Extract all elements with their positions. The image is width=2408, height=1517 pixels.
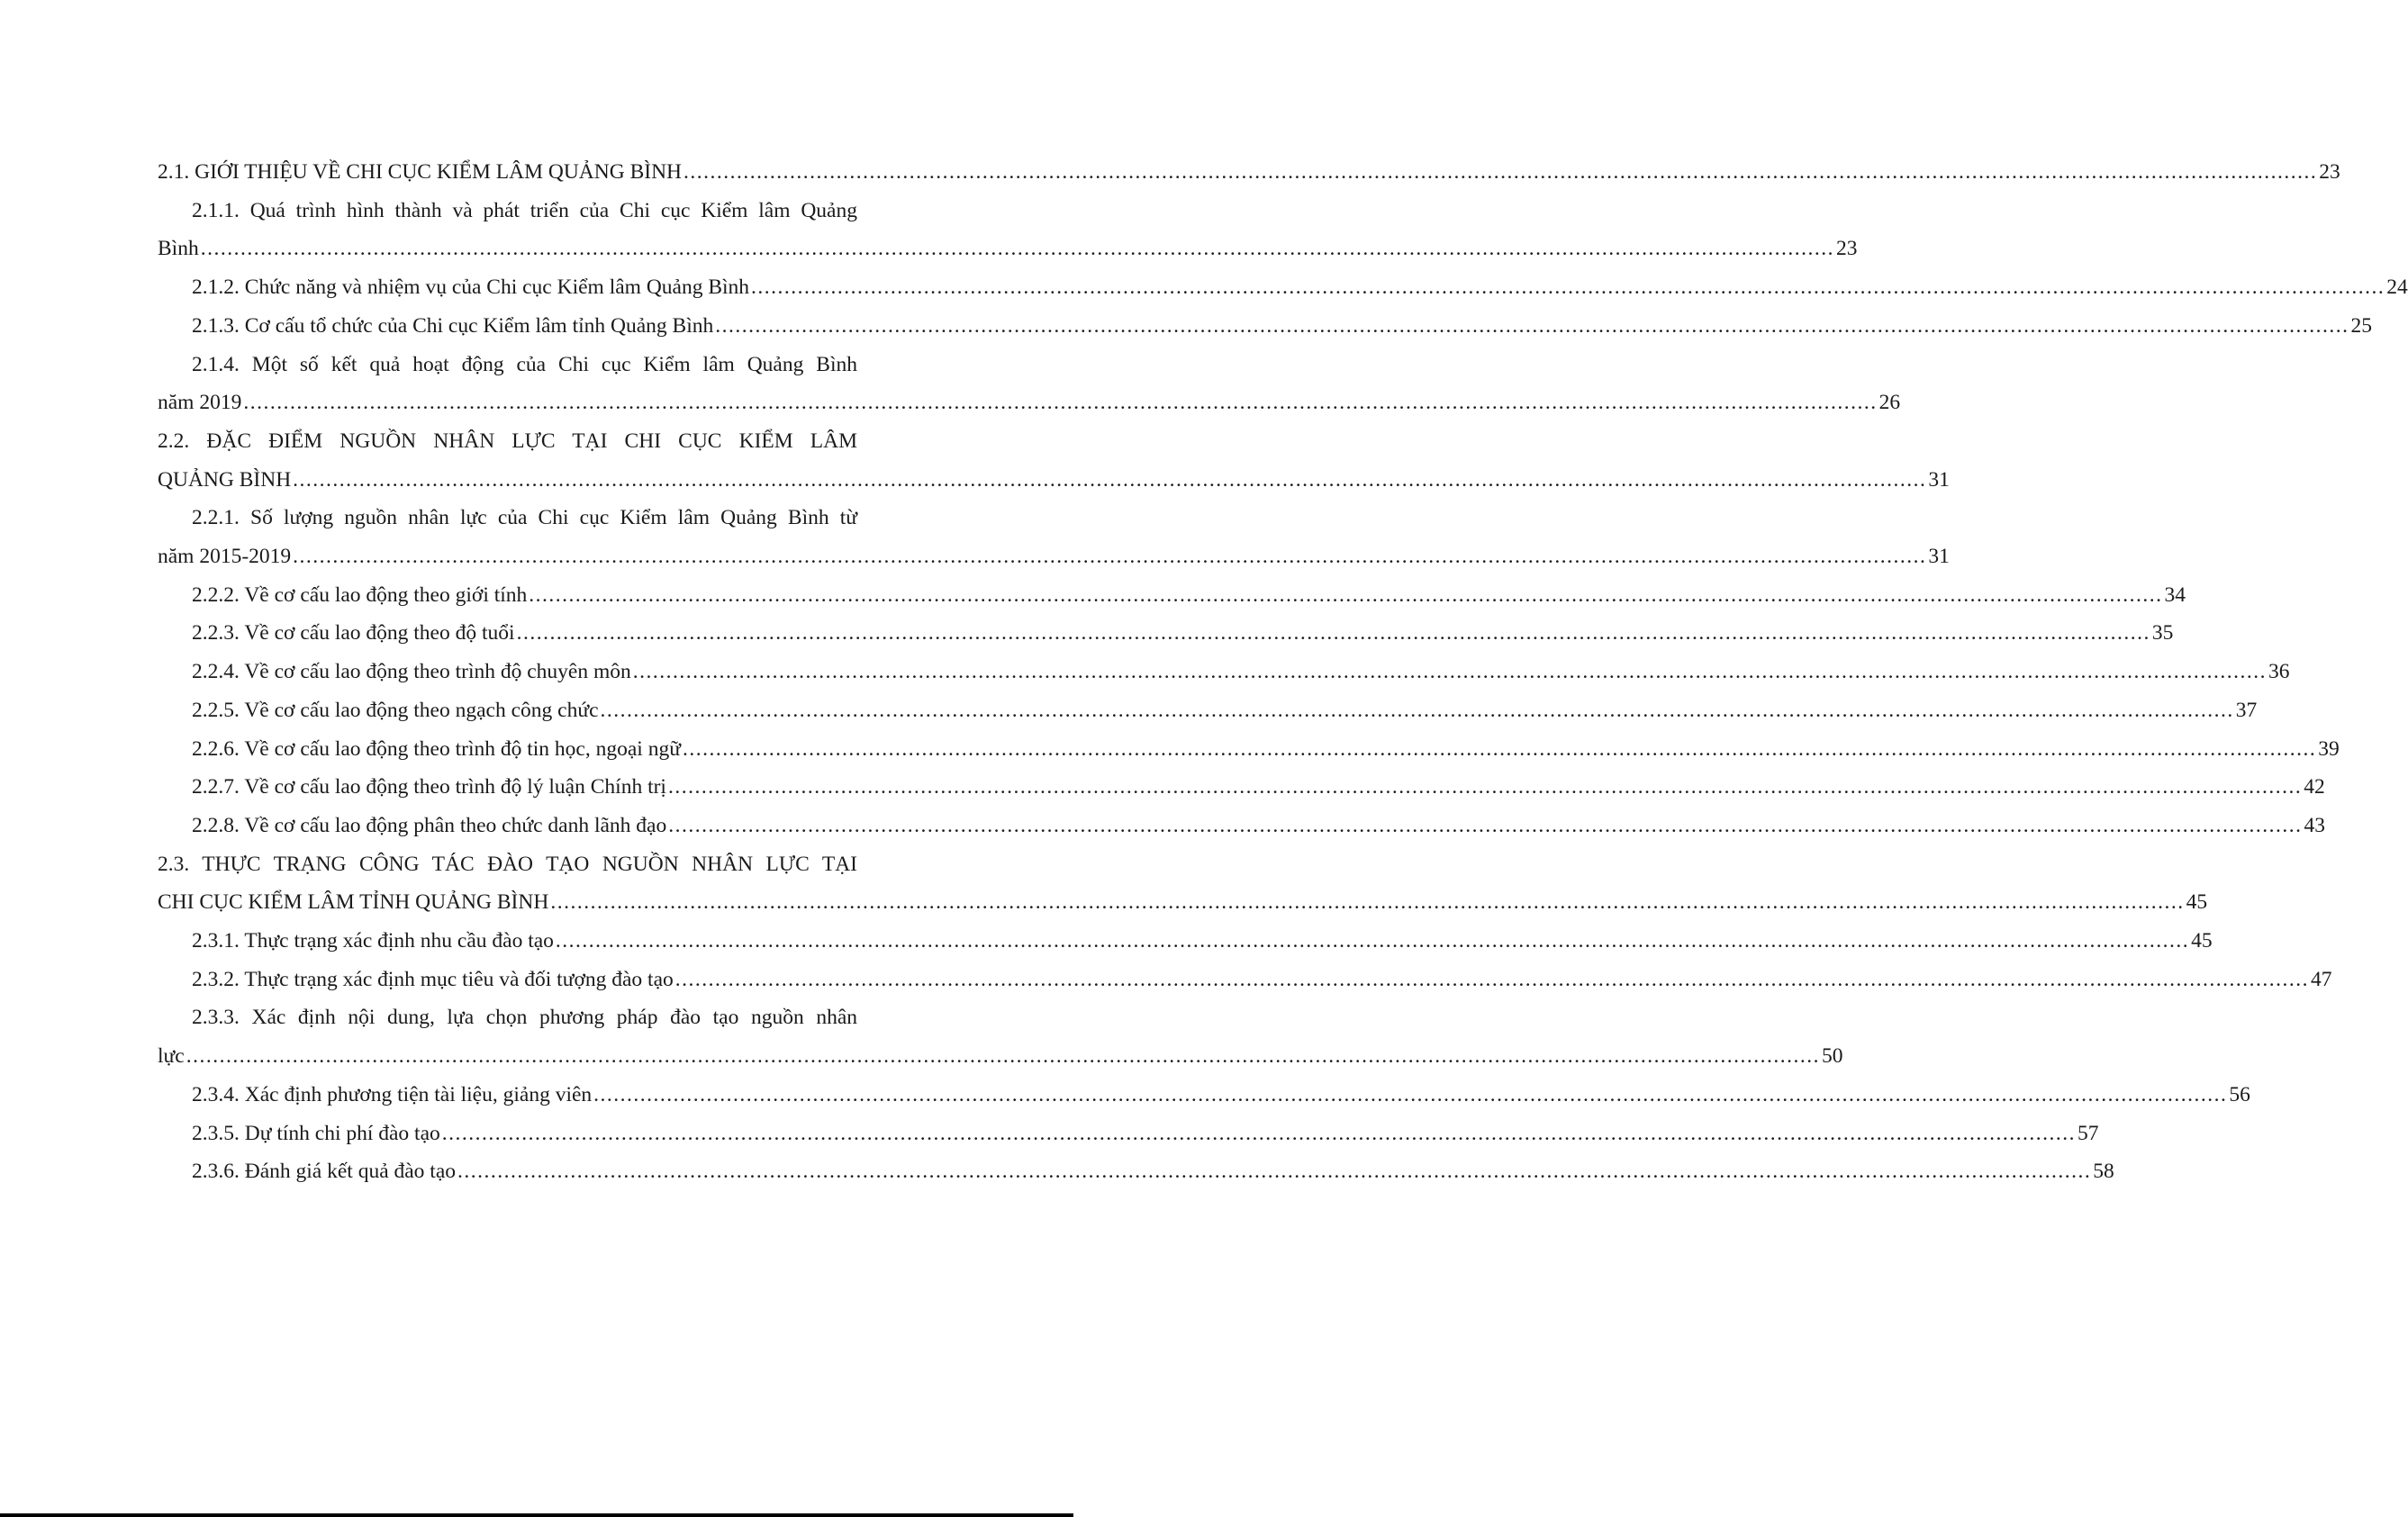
toc-line [158,768,2325,807]
toc-page-number: 36 [2268,660,2290,684]
toc-entry-title: 2.2.6. Về cơ cấu lao động theo trình độ tin học, ngoại ngữ [192,736,681,761]
toc-entry-title-cont: CHI CỤC KIỂM LÂM TỈNH QUẢNG BÌNH [158,890,549,915]
toc-line [158,1115,2099,1153]
dot-leader [243,384,1877,422]
dot-leader [751,268,2385,307]
toc-entry-title-line: 2.1.1. Quá trình hình thành và phát triển của Chi cục Kiểm lâm Quảng [192,198,857,222]
toc-entry-title-cont: năm 2019 [158,391,242,415]
toc-page-number: 34 [2164,582,2186,607]
toc-entry-title-cont: lực [158,1044,185,1069]
toc-entry-title-line: 2.3. THỰC TRẠNG CÔNG TÁC ĐÀO TẠO NGUỒN NHÂN LỰC TẠI [158,852,857,876]
toc-entry-title: 2.2.5. Về cơ cấu lao động theo ngạch công chức [192,698,599,722]
toc-entry-title: 2.1. GIỚI THIỆU VỀ CHI CỤC KIỂM LÂM QUẢNG BÌNH [158,160,683,184]
dot-leader [457,1152,2091,1191]
table-of-contents [158,153,2408,1191]
toc-line [158,807,2325,845]
toc-line [158,268,2408,307]
toc-line [158,461,1950,500]
toc-entry-title-cont: QUẢNG BÌNH [158,467,292,492]
toc-line [158,576,2186,615]
toc-entry[interactable] [158,961,2332,999]
toc-entry-title-line: 2.3.3. Xác định nội dung, lựa chọn phương pháp đào tạo nguồn nhân [192,1006,857,1030]
toc-entry-title-cont: Bình [158,237,199,261]
dot-leader [201,230,1834,268]
dot-leader [556,922,2189,961]
toc-line [158,614,2174,653]
toc-entry[interactable] [158,422,1950,499]
toc-entry[interactable] [158,653,2290,691]
dot-leader [293,461,1926,500]
toc-entry-title: 2.3.1. Thực trạng xác định nhu cầu đào tạo [192,929,554,953]
toc-page-number: 31 [1928,467,1950,492]
toc-entry-title-cont: năm 2015-2019 [158,545,292,569]
toc-entry-title-line: 2.1.4. Một số kết quả hoạt động của Chi cục Kiểm lâm Quảng Bình [192,352,857,376]
toc-line [158,230,1858,268]
toc-page-number: 35 [2151,621,2174,646]
toc-entry[interactable] [158,499,1950,575]
toc-entry[interactable] [158,1076,2250,1115]
toc-entry[interactable] [158,807,2325,845]
toc-page-number: 25 [2350,313,2372,338]
dot-leader [683,153,2317,192]
dot-leader [715,307,2349,346]
toc-entry[interactable] [158,1115,2099,1153]
toc-line [158,537,1950,576]
toc-entry[interactable] [158,576,2186,615]
toc-entry-title: 2.1.2. Chức năng và nhiệm vụ của Chi cục Kiểm lâm Quảng Bình [192,275,750,300]
toc-page-number: 50 [1821,1044,1843,1069]
dot-leader [593,1076,2227,1115]
dot-leader [675,961,2309,999]
dot-leader [601,691,2234,730]
toc-entry-title: 2.3.6. Đánh giá kết quả đào tạo [192,1160,457,1184]
toc-entry-title: 2.3.5. Dự tính chi phí đào tạo [192,1121,440,1145]
toc-line [158,307,2372,346]
dot-leader [442,1115,2076,1153]
dot-leader [550,883,2184,922]
toc-entry-title: 2.2.2. Về cơ cấu lao động theo giới tính [192,582,528,607]
dot-leader [633,653,2267,691]
dot-leader [668,768,2302,807]
toc-entry[interactable] [158,268,2408,307]
toc-page-number: 56 [2229,1082,2250,1106]
toc-entry-title: 2.1.3. Cơ cấu tổ chức của Chi cục Kiểm lâm tỉnh Quảng Bình [192,313,714,338]
toc-page-number: 43 [2304,813,2325,837]
toc-entry[interactable] [158,153,2340,192]
toc-entry[interactable] [158,845,2208,922]
toc-line [158,883,2208,922]
toc-entry[interactable] [158,307,2372,346]
toc-entry[interactable] [158,922,2213,961]
dot-leader [186,1037,1820,1076]
toc-entry-title: 2.3.4. Xác định phương tiện tài liệu, giảng viên [192,1082,593,1106]
toc-line [158,691,2258,730]
toc-line [158,153,2340,192]
toc-line [158,653,2290,691]
toc-entry-title: 2.2.3. Về cơ cấu lao động theo độ tuổi [192,621,515,646]
toc-line [158,922,2213,961]
toc-page-number: 37 [2235,698,2258,722]
toc-page-number: 45 [2191,929,2213,953]
toc-entry[interactable] [158,768,2325,807]
toc-entry-title: 2.3.2. Thực trạng xác định mục tiêu và đối tượng đào tạo [192,967,674,991]
toc-entry[interactable] [158,346,1901,422]
toc-line [158,961,2332,999]
dot-leader [529,576,2162,615]
toc-line [158,1037,1843,1076]
dot-leader [668,807,2302,845]
toc-page-number: 23 [2319,160,2340,184]
toc-entry[interactable] [158,691,2258,730]
toc-page-number: 42 [2304,775,2325,799]
toc-page-number: 26 [1878,391,1901,415]
toc-entry[interactable] [158,614,2174,653]
toc-line [158,730,2340,769]
toc-page-number: 45 [2186,890,2208,915]
dot-leader [517,614,2150,653]
toc-page-number: 58 [2093,1160,2114,1184]
toc-entry[interactable] [158,192,1858,268]
dot-leader [293,537,1926,576]
dot-leader [683,730,2316,769]
page-bottom-edge [0,1513,1073,1517]
toc-page-number: 23 [1835,237,1858,261]
toc-line [158,1076,2250,1115]
toc-entry-title-line: 2.2.1. Số lượng nguồn nhân lực của Chi cục Kiểm lâm Quảng Bình từ [192,506,857,530]
toc-entry-title: 2.2.8. Về cơ cấu lao động phân theo chức danh lãnh đạo [192,813,667,837]
toc-page-number: 47 [2311,967,2332,991]
toc-entry[interactable] [158,730,2340,769]
toc-entry-title: 2.2.4. Về cơ cấu lao động theo trình độ chuyên môn [192,660,631,684]
toc-page-number: 39 [2318,736,2340,761]
toc-page-number: 31 [1928,545,1950,569]
toc-page-number: 24 [2386,275,2408,300]
toc-page-number: 57 [2078,1121,2099,1145]
toc-entry-title: 2.2.7. Về cơ cấu lao động theo trình độ lý luận Chính trị [192,775,666,799]
toc-line [158,384,1901,422]
toc-entry[interactable] [158,998,1843,1075]
toc-entry-title-line: 2.2. ĐẶC ĐIỂM NGUỒN NHÂN LỰC TẠI CHI CỤC KIỂM LÂM [158,429,857,453]
toc-entry[interactable] [158,1152,2114,1191]
toc-line [158,1152,2114,1191]
